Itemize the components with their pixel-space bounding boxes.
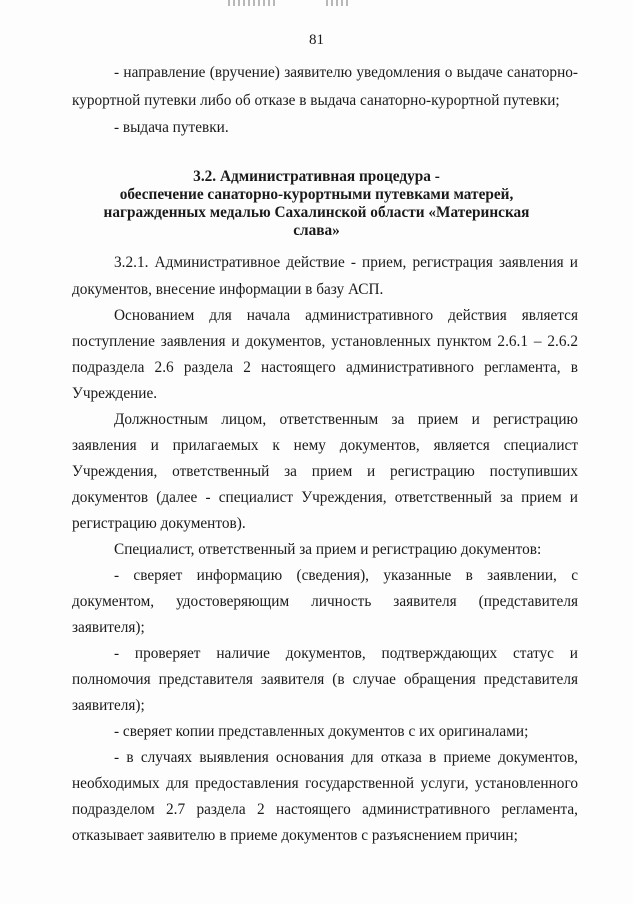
scan-artifact <box>326 0 348 6</box>
text-line: Учреждения, ответственный за прием и регистрацию поступивших <box>72 463 578 480</box>
text-line: необходимых для предоставления государственной услуги, установленного <box>72 775 578 792</box>
text-line: - сверяет информацию (сведения), указанные в заявлении, с <box>114 567 578 584</box>
text-line: поступление заявления и документов, установленных пунктом 2.6.1 – 2.6.2 <box>72 333 578 350</box>
text-line: заявителя); <box>72 697 145 714</box>
section-heading-line: обеспечение санаторно-курортными путевками матерей, <box>119 186 514 203</box>
page-number: 81 <box>309 32 324 48</box>
text-line: Учреждение. <box>72 385 158 402</box>
text-line: - сверяет копии представленных документов с их оригиналами; <box>114 723 529 740</box>
text-line: заявления и прилагаемых к нему документов, является специалист <box>72 437 578 454</box>
text-line: Должностным лицом, ответственным за прием и регистрацию <box>114 411 578 428</box>
text-line: отказывает заявителю в приеме документов с разъяснением причин; <box>72 827 518 844</box>
section-heading-line: слава» <box>293 222 340 239</box>
text-line: - выдача путевки. <box>114 119 229 136</box>
section-heading-line: награжденных медалью Сахалинской области «Материнская <box>103 204 530 221</box>
text-line: Основанием для начала административного действия является <box>114 307 578 324</box>
text-line: документом, удостоверяющим личность заявителя (представителя <box>72 593 578 610</box>
scan-artifact <box>228 0 278 6</box>
text-line: курортной путевки либо об отказе в выдача санаторно-курортной путевки; <box>72 92 560 109</box>
text-line: - направление (вручение) заявителю уведомления о выдаче санаторно- <box>114 64 578 81</box>
section-heading-line: 3.2. Административная процедура - <box>193 168 440 185</box>
text-line: документов (далее - специалист Учреждения, ответственный за прием и <box>72 489 578 506</box>
text-line: документов, внесение информации в базу АСП. <box>72 281 384 298</box>
text-line: заявителя); <box>72 619 145 636</box>
text-line: - проверяет наличие документов, подтверждающих статус и <box>114 645 578 662</box>
text-line: - в случаях выявления основания для отказа в приеме документов, <box>114 749 578 766</box>
text-line: регистрацию документов). <box>72 515 246 532</box>
text-line: 3.2.1. Административное действие - прием, регистрация заявления и <box>114 254 578 271</box>
text-line: подраздела 2.6 раздела 2 настоящего административного регламента, в <box>72 359 578 376</box>
text-line: полномочия представителя заявителя (в случае обращения представителя <box>72 671 578 688</box>
text-line: подразделом 2.7 раздела 2 настоящего административного регламента, <box>72 801 578 818</box>
text-line: Специалист, ответственный за прием и регистрацию документов: <box>114 541 542 558</box>
